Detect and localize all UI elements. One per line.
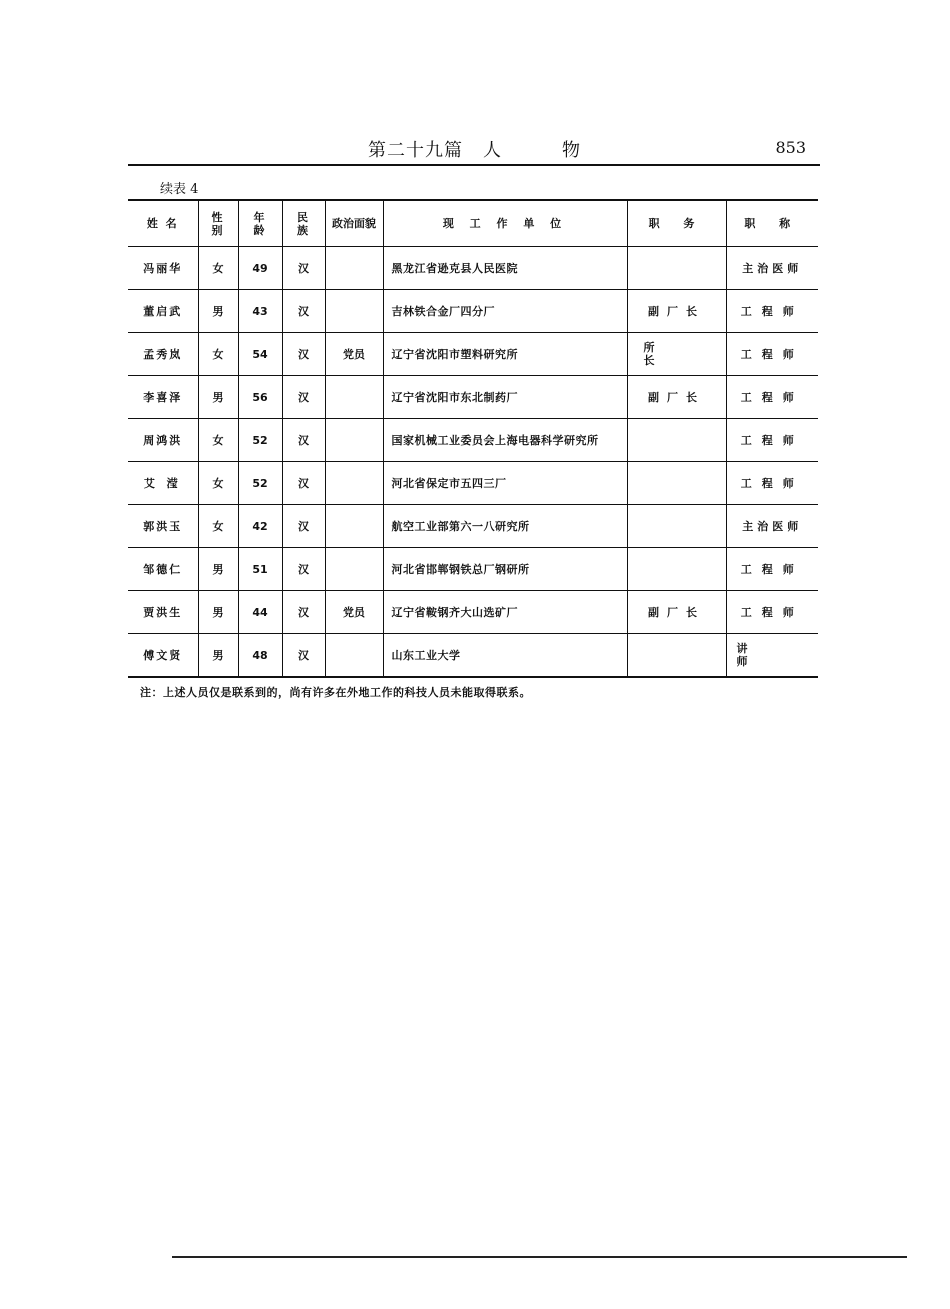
cell-name: 董启武 xyxy=(128,290,198,333)
header-position: 职 务 xyxy=(627,200,726,247)
personnel-table xyxy=(128,199,818,678)
cell-gender: 女 xyxy=(198,505,238,548)
cell-unit: 辽宁省鞍钢齐大山选矿厂 xyxy=(383,591,627,634)
cell-title: 工程师 xyxy=(726,419,818,462)
cell-position xyxy=(627,548,726,591)
cell-unit: 河北省保定市五四三厂 xyxy=(383,462,627,505)
header-political: 政治面貌 xyxy=(325,200,383,247)
cell-unit: 山东工业大学 xyxy=(383,634,627,678)
cell-ethnicity: 汉 xyxy=(282,333,325,376)
cell-title: 讲师 xyxy=(726,634,818,678)
cell-ethnicity: 汉 xyxy=(282,548,325,591)
cell-gender: 女 xyxy=(198,419,238,462)
cell-name: 傅文贤 xyxy=(128,634,198,678)
cell-age: 56 xyxy=(238,376,282,419)
cell-ethnicity: 汉 xyxy=(282,591,325,634)
table-row xyxy=(128,247,818,290)
cell-name: 艾 滢 xyxy=(128,462,198,505)
cell-age: 49 xyxy=(238,247,282,290)
cell-age: 42 xyxy=(238,505,282,548)
cell-political xyxy=(325,419,383,462)
table-row xyxy=(128,505,818,548)
cell-name: 周鸿洪 xyxy=(128,419,198,462)
cell-title: 工程师 xyxy=(726,376,818,419)
cell-age: 43 xyxy=(238,290,282,333)
cell-position xyxy=(627,419,726,462)
header-name: 姓 名 xyxy=(128,200,198,247)
table-caption: 续表 4 xyxy=(160,182,199,197)
cell-name: 郭洪玉 xyxy=(128,505,198,548)
cell-title: 主治医师 xyxy=(726,505,818,548)
cell-age: 52 xyxy=(238,462,282,505)
cell-unit: 河北省邯郸钢铁总厂钢研所 xyxy=(383,548,627,591)
header-unit: 现 工 作 单 位 xyxy=(383,200,627,247)
cell-unit: 航空工业部第六一八研究所 xyxy=(383,505,627,548)
cell-gender: 男 xyxy=(198,548,238,591)
cell-political: 党员 xyxy=(325,333,383,376)
cell-name: 李喜泽 xyxy=(128,376,198,419)
table-footnote: 注：上述人员仅是联系到的，尚有许多在外地工作的科技人员未能取得联系。 xyxy=(140,686,531,699)
cell-title: 工程师 xyxy=(726,462,818,505)
header-rule xyxy=(128,164,820,166)
cell-position xyxy=(627,462,726,505)
header-ethnicity: 民 族 xyxy=(282,200,325,247)
cell-ethnicity: 汉 xyxy=(282,634,325,678)
chapter-title xyxy=(368,136,581,162)
cell-position: 所长 xyxy=(627,333,726,376)
cell-political xyxy=(325,290,383,333)
cell-title: 主治医师 xyxy=(726,247,818,290)
personnel-table-wrap xyxy=(128,199,818,678)
cell-ethnicity: 汉 xyxy=(282,290,325,333)
cell-gender: 男 xyxy=(198,376,238,419)
cell-gender: 女 xyxy=(198,333,238,376)
cell-position xyxy=(627,634,726,678)
cell-ethnicity: 汉 xyxy=(282,505,325,548)
cell-ethnicity: 汉 xyxy=(282,376,325,419)
cell-title: 工程师 xyxy=(726,290,818,333)
cell-position: 副厂长 xyxy=(627,591,726,634)
cell-unit: 辽宁省沈阳市塑料研究所 xyxy=(383,333,627,376)
cell-name: 邹德仁 xyxy=(128,548,198,591)
cell-title: 工程师 xyxy=(726,333,818,376)
chapter-part3: 物 xyxy=(562,140,581,161)
cell-name: 贾洪生 xyxy=(128,591,198,634)
cell-political xyxy=(325,462,383,505)
chapter-part1: 第二十九篇 xyxy=(368,140,463,161)
cell-gender: 男 xyxy=(198,290,238,333)
cell-unit: 辽宁省沈阳市东北制药厂 xyxy=(383,376,627,419)
table-row xyxy=(128,548,818,591)
header-title: 职 称 xyxy=(726,200,818,247)
page-header xyxy=(128,136,820,162)
table-header-row xyxy=(128,200,818,247)
chapter-part2: 人 xyxy=(483,140,502,161)
cell-political xyxy=(325,505,383,548)
cell-political xyxy=(325,548,383,591)
cell-title: 工程师 xyxy=(726,548,818,591)
cell-position xyxy=(627,505,726,548)
cell-gender: 男 xyxy=(198,591,238,634)
table-row xyxy=(128,419,818,462)
cell-ethnicity: 汉 xyxy=(282,419,325,462)
cell-position: 副厂长 xyxy=(627,290,726,333)
header-age: 年 龄 xyxy=(238,200,282,247)
table-row xyxy=(128,290,818,333)
table-row xyxy=(128,376,818,419)
cell-ethnicity: 汉 xyxy=(282,462,325,505)
cell-political xyxy=(325,247,383,290)
header-gender: 性 别 xyxy=(198,200,238,247)
cell-ethnicity: 汉 xyxy=(282,247,325,290)
cell-political xyxy=(325,376,383,419)
cell-age: 54 xyxy=(238,333,282,376)
cell-unit: 黑龙江省逊克县人民医院 xyxy=(383,247,627,290)
table-row xyxy=(128,591,818,634)
cell-political: 党员 xyxy=(325,591,383,634)
cell-unit: 国家机械工业委员会上海电器科学研究所 xyxy=(383,419,627,462)
bottom-rule xyxy=(172,1256,907,1258)
cell-age: 48 xyxy=(238,634,282,678)
cell-gender: 女 xyxy=(198,247,238,290)
cell-title: 工程师 xyxy=(726,591,818,634)
cell-position xyxy=(627,247,726,290)
cell-position: 副厂长 xyxy=(627,376,726,419)
cell-unit: 吉林铁合金厂四分厂 xyxy=(383,290,627,333)
cell-age: 44 xyxy=(238,591,282,634)
table-row xyxy=(128,333,818,376)
cell-name: 冯丽华 xyxy=(128,247,198,290)
cell-political xyxy=(325,634,383,678)
cell-gender: 女 xyxy=(198,462,238,505)
cell-name: 孟秀岚 xyxy=(128,333,198,376)
page-number: 853 xyxy=(775,138,806,157)
table-row xyxy=(128,634,818,678)
cell-age: 51 xyxy=(238,548,282,591)
cell-age: 52 xyxy=(238,419,282,462)
cell-gender: 男 xyxy=(198,634,238,678)
table-row xyxy=(128,462,818,505)
